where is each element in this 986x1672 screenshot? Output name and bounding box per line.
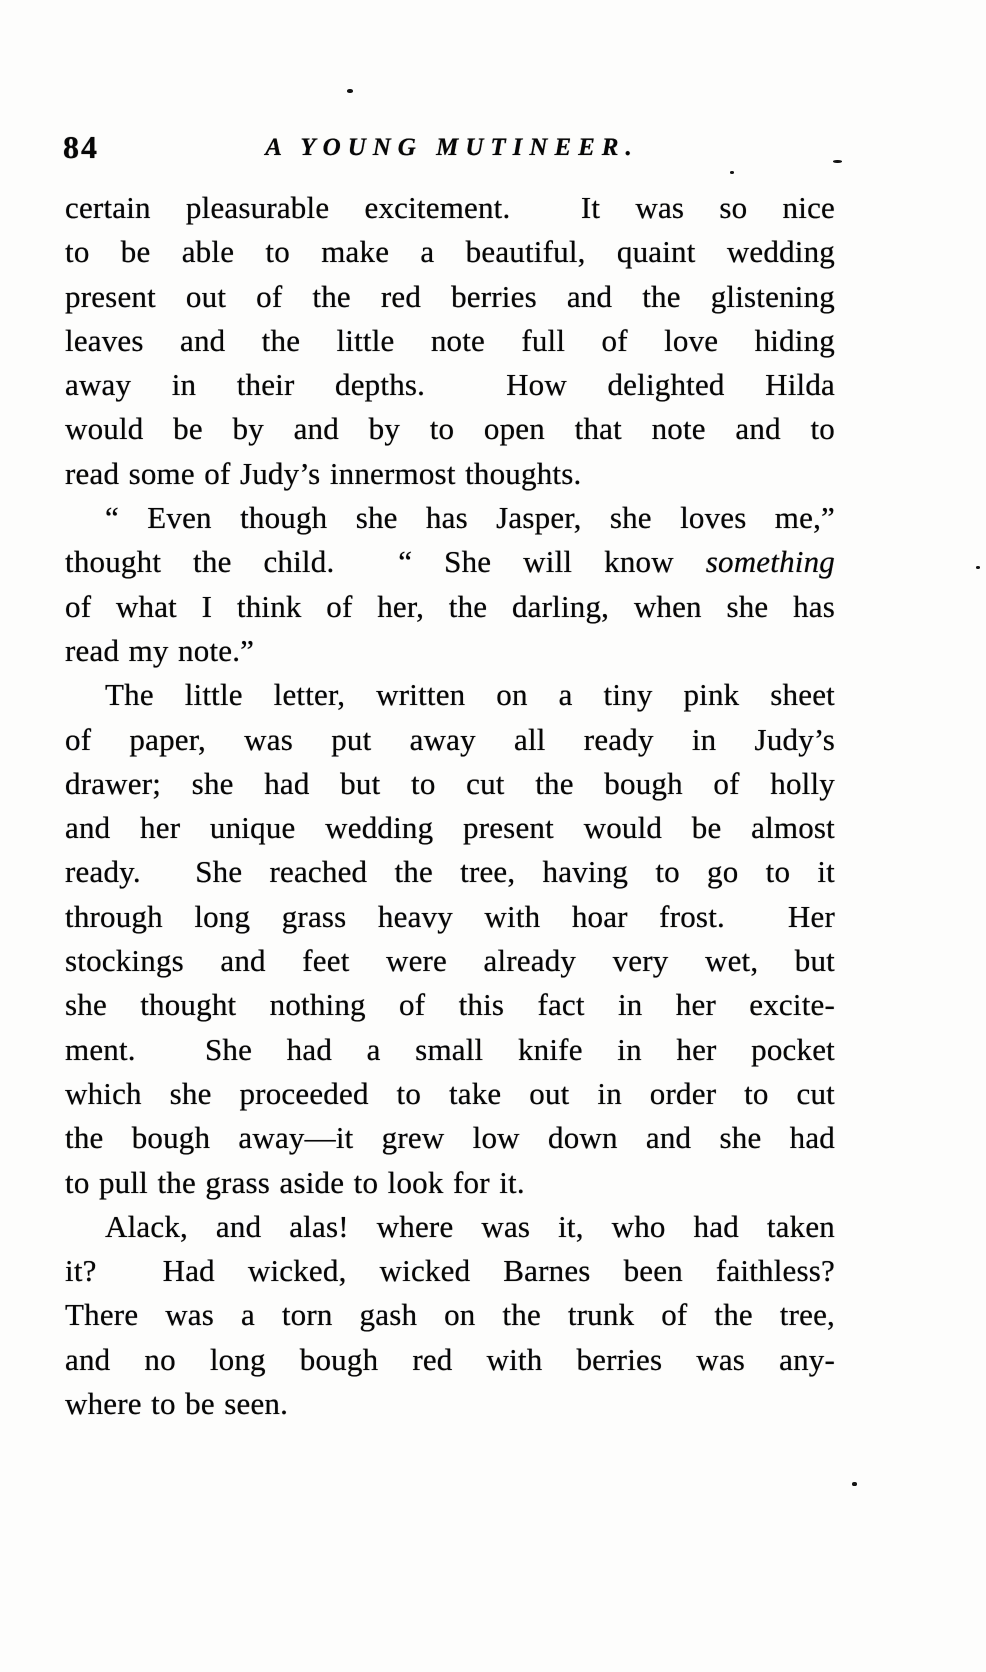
text-segment: drawer; she had but to cut the bough of holly bbox=[65, 765, 835, 801]
text-segment: The little letter, written on a tiny pink sheet bbox=[105, 677, 835, 713]
text-line bbox=[65, 673, 835, 717]
text-segment: it? Had wicked, wicked Barnes been faithless? bbox=[65, 1253, 835, 1289]
text-segment: and no long bough red with berries was any- bbox=[65, 1341, 835, 1377]
text-segment: ready. She reached the tree, having to go to it bbox=[65, 854, 835, 890]
text-line bbox=[65, 1382, 835, 1426]
text-line bbox=[65, 1293, 835, 1337]
text-line bbox=[65, 629, 835, 673]
text-line bbox=[65, 452, 835, 496]
text-line bbox=[65, 186, 835, 230]
text-line bbox=[65, 762, 835, 806]
text-line bbox=[65, 540, 835, 584]
scan-speck bbox=[833, 160, 842, 163]
text-line bbox=[65, 939, 835, 983]
text-segment: she thought nothing of this fact in her excite- bbox=[65, 987, 835, 1023]
text-line bbox=[65, 895, 835, 939]
scan-speck bbox=[730, 171, 734, 174]
text-segment: of paper, was put away all ready in Judy’s bbox=[65, 721, 835, 757]
text-line bbox=[65, 496, 835, 540]
text-segment: would be by and by to open that note and to bbox=[65, 411, 835, 447]
text-line bbox=[65, 319, 835, 363]
text-segment: through long grass heavy with hoar frost. Her bbox=[65, 898, 835, 934]
body-text bbox=[65, 186, 835, 1426]
text-line bbox=[65, 1072, 835, 1116]
text-line bbox=[65, 983, 835, 1027]
text-line bbox=[65, 1338, 835, 1382]
text-segment: to pull the grass aside to look for it. bbox=[65, 1164, 525, 1200]
text-line bbox=[65, 806, 835, 850]
text-segment: the bough away—it grew low down and she had bbox=[65, 1120, 835, 1156]
text-line bbox=[65, 363, 835, 407]
text-line bbox=[65, 1116, 835, 1160]
text-segment: thought the child. “ She will know bbox=[65, 544, 706, 580]
text-segment: There was a torn gash on the trunk of the tree, bbox=[65, 1297, 835, 1333]
text-segment: ment. She had a small knife in her pocket bbox=[65, 1031, 835, 1067]
text-segment: present out of the red berries and the glistening bbox=[65, 278, 835, 314]
text-segment: read my note.” bbox=[65, 632, 255, 668]
text-segment: Alack, and alas! where was it, who had taken bbox=[105, 1208, 835, 1244]
scan-speck bbox=[976, 566, 980, 569]
running-title: A YOUNG MUTINEER. bbox=[265, 134, 639, 161]
page-header bbox=[0, 128, 986, 170]
text-segment: away in their depths. How delighted Hilda bbox=[65, 367, 835, 403]
scan-speck bbox=[347, 89, 353, 93]
text-line bbox=[65, 718, 835, 762]
text-line bbox=[65, 585, 835, 629]
text-segment: certain pleasurable excitement. It was so nice bbox=[65, 190, 835, 225]
text-segment: stockings and feet were already very wet, but bbox=[65, 943, 835, 979]
text-line bbox=[65, 1028, 835, 1072]
scan-speck bbox=[852, 1482, 857, 1486]
text-segment: which she proceeded to take out in order to cut bbox=[65, 1075, 835, 1111]
text-segment: to be able to make a beautiful, quaint wedding bbox=[65, 234, 835, 270]
text-segment: “ Even though she has Jasper, she loves me,” bbox=[105, 500, 835, 536]
text-line bbox=[65, 230, 835, 274]
text-segment: and her unique wedding present would be almost bbox=[65, 810, 835, 846]
text-segment: read some of Judy’s innermost thoughts. bbox=[65, 455, 582, 491]
text-line bbox=[65, 850, 835, 894]
text-segment: leaves and the little note full of love hiding bbox=[65, 322, 835, 358]
text-line bbox=[65, 275, 835, 319]
page-number: 84 bbox=[63, 129, 99, 165]
text-segment: where to be seen. bbox=[65, 1386, 289, 1422]
text-line bbox=[65, 1161, 835, 1205]
italic-text: something bbox=[705, 544, 835, 580]
text-line bbox=[65, 1205, 835, 1249]
text-line bbox=[65, 407, 835, 451]
text-segment: of what I think of her, the darling, when she has bbox=[65, 588, 835, 624]
text-line bbox=[65, 1249, 835, 1293]
